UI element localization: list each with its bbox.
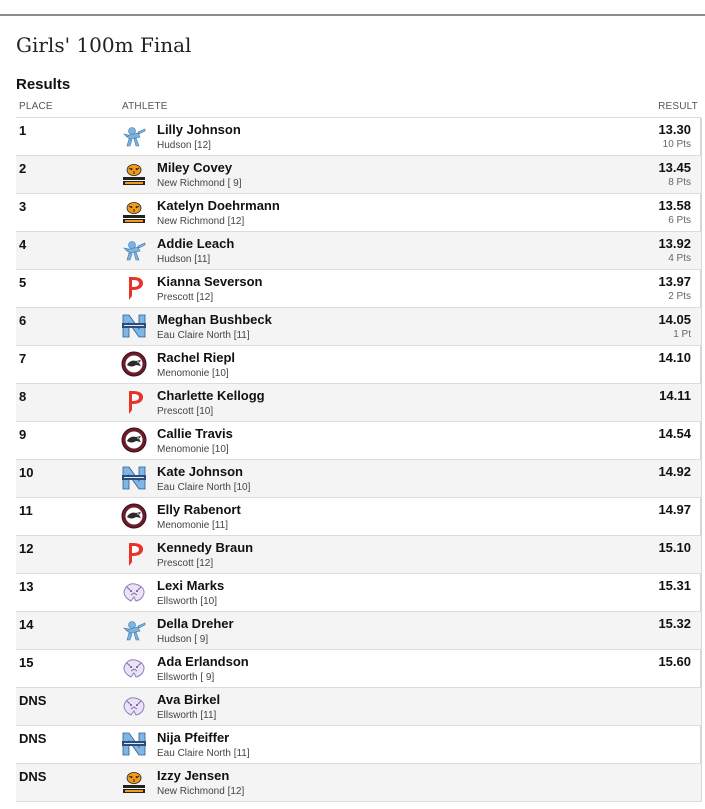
athlete-name[interactable]: Callie Travis [157,426,233,441]
place-cell: 10 [19,465,34,480]
ellsworth-panther-logo [121,693,147,719]
table-row[interactable] [16,193,701,231]
hudson-raider-logo [121,123,147,149]
place-cell: DNS [19,769,47,784]
place-cell: 6 [19,313,27,328]
athlete-name[interactable]: Izzy Jensen [157,768,230,783]
result-time: 13.30 [658,122,691,137]
athlete-name[interactable]: Kianna Severson [157,274,263,289]
new-richmond-tigers-logo [121,769,147,795]
event-title: Girls' 100m Final [16,33,192,57]
table-row[interactable] [16,231,701,269]
result-time: 13.45 [658,160,691,175]
result-time: 14.05 [658,312,691,327]
athlete-team-grade: Menomonie [10] [157,444,229,455]
athlete-team-grade: Eau Claire North [10] [157,482,251,493]
athlete-team-grade: Hudson [11] [157,254,211,265]
result-time: 14.10 [658,350,691,365]
athlete-team-grade: Hudson [12] [157,140,211,151]
athlete-team-grade: Ellsworth [11] [157,710,217,721]
table-row[interactable] [16,649,701,687]
athlete-team-grade: Ellsworth [ 9] [157,672,215,683]
new-richmond-tigers-logo [121,199,147,225]
athlete-name[interactable]: Miley Covey [157,160,233,175]
result-time: 13.92 [658,236,691,251]
result-points: 10 Pts [662,139,691,150]
menomonie-mustangs-logo [121,503,147,529]
athlete-team-grade: Hudson [ 9] [157,634,209,645]
place-cell: 13 [19,579,34,594]
athlete-team-grade: Eau Claire North [11] [157,330,250,341]
athlete-name[interactable]: Ava Birkel [157,692,221,707]
athlete-team-grade: Menomonie [11] [157,520,228,531]
table-row[interactable] [16,155,701,193]
result-time: 14.54 [658,426,691,441]
table-row[interactable] [16,763,701,802]
eau-claire-north-n-logo [121,313,147,339]
prescott-p-logo [121,389,147,415]
athlete-team-grade: New Richmond [ 9] [157,178,242,189]
menomonie-mustangs-logo [121,351,147,377]
table-row[interactable] [16,117,701,155]
place-cell: 4 [19,237,27,252]
result-points: 8 Pts [668,177,691,188]
athlete-name[interactable]: Elly Rabenort [157,502,241,517]
menomonie-mustangs-logo [121,427,147,453]
athlete-team-grade: Eau Claire North [11] [157,748,250,759]
athlete-name[interactable]: Lexi Marks [157,578,225,593]
result-time: 15.10 [658,540,691,555]
column-header-place: PLACE [19,101,53,112]
place-cell: 14 [19,617,34,632]
eau-claire-north-n-logo [121,731,147,757]
table-row[interactable] [16,345,701,383]
new-richmond-tigers-logo [121,161,147,187]
prescott-p-logo [121,275,147,301]
place-cell: 1 [19,123,27,138]
table-row[interactable] [16,573,701,611]
athlete-team-grade: Prescott [12] [157,558,214,569]
place-cell: 5 [19,275,27,290]
result-time: 14.92 [658,464,691,479]
athlete-name[interactable]: Rachel Riepl [157,350,236,365]
place-cell: 11 [19,503,33,518]
table-row[interactable] [16,421,701,459]
athlete-team-grade: Ellsworth [10] [157,596,218,607]
column-header-athlete: ATHLETE [122,101,168,112]
place-cell: 2 [19,161,27,176]
place-cell: 9 [19,427,27,442]
athlete-name[interactable]: Kennedy Braun [157,540,254,555]
place-cell: 8 [19,389,27,404]
result-time: 14.11 [659,388,691,403]
results-table [16,117,701,802]
place-cell: DNS [19,693,47,708]
column-header-result: RESULT [658,101,698,112]
athlete-name[interactable]: Katelyn Doehrmann [157,198,280,213]
athlete-name[interactable]: Nija Pfeiffer [157,730,230,745]
result-time: 15.31 [658,578,691,593]
result-points: 1 Pt [673,329,691,340]
table-row[interactable] [16,459,701,497]
result-time: 15.60 [658,654,691,669]
athlete-team-grade: New Richmond [12] [157,216,245,227]
athlete-name[interactable]: Meghan Bushbeck [157,312,272,327]
athlete-team-grade: Prescott [10] [157,406,214,417]
hudson-raider-logo [121,617,147,643]
result-points: 4 Pts [668,253,691,264]
athlete-name[interactable]: Lilly Johnson [157,122,241,137]
result-points: 2 Pts [668,291,691,302]
results-heading: Results [16,76,71,93]
table-row[interactable] [16,535,701,573]
table-row[interactable] [16,725,701,763]
table-row[interactable] [16,611,701,649]
result-time: 13.58 [658,198,691,213]
table-row[interactable] [16,383,701,421]
result-time: 15.32 [658,616,691,631]
athlete-team-grade: Prescott [12] [157,292,214,303]
table-row[interactable] [16,687,701,725]
table-row[interactable] [16,269,701,307]
place-cell: DNS [19,731,47,746]
table-row[interactable] [16,307,701,345]
table-row[interactable] [16,497,701,535]
eau-claire-north-n-logo [121,465,147,491]
ellsworth-panther-logo [121,655,147,681]
ellsworth-panther-logo [121,579,147,605]
athlete-name[interactable]: Ada Erlandson [157,654,249,669]
athlete-team-grade: New Richmond [12] [157,786,245,797]
hudson-raider-logo [121,237,147,263]
athlete-name[interactable]: Della Dreher [157,616,234,631]
place-cell: 3 [19,199,27,214]
place-cell: 15 [19,655,34,670]
result-time: 14.97 [658,502,691,517]
prescott-p-logo [121,541,147,567]
top-divider [0,14,705,16]
place-cell: 12 [19,541,34,556]
athlete-name[interactable]: Charlette Kellogg [157,388,265,403]
result-time: 13.97 [658,274,691,289]
athlete-name[interactable]: Addie Leach [157,236,235,251]
athlete-name[interactable]: Kate Johnson [157,464,243,479]
athlete-team-grade: Menomonie [10] [157,368,229,379]
place-cell: 7 [19,351,27,366]
result-points: 6 Pts [668,215,691,226]
